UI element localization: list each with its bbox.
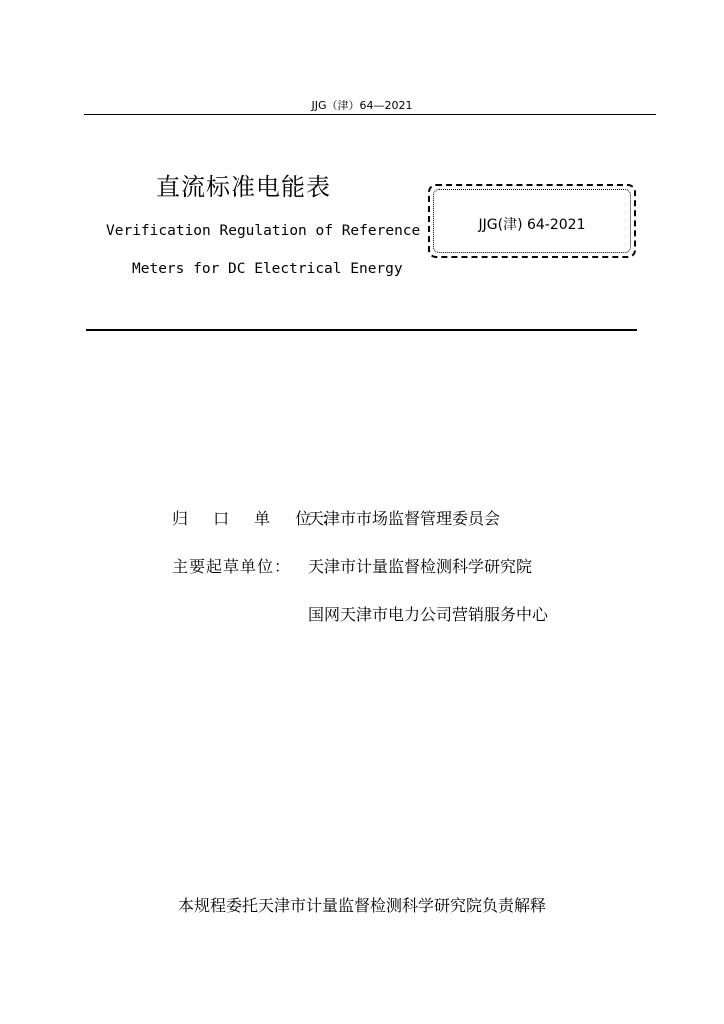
title-english-line1: Verification Regulation of Reference bbox=[106, 223, 421, 239]
interpretation-note: 本规程委托天津市计量监督检测科学研究院负责解释 bbox=[177, 896, 546, 915]
responsible-unit-label: 归 口 单 位： bbox=[172, 509, 348, 528]
title-chinese: 直流标准电能表 bbox=[156, 173, 331, 201]
regulation-code-box bbox=[428, 184, 636, 258]
header-rule bbox=[84, 114, 656, 115]
responsible-unit-value: 天津市市场监督管理委员会 bbox=[308, 509, 501, 528]
regulation-code: JJG(津) 64-2021 bbox=[478, 217, 586, 233]
drafting-unit-value-1: 天津市计量监督检测科学研究院 bbox=[308, 557, 533, 576]
title-english-line2: Meters for DC Electrical Energy bbox=[132, 261, 403, 277]
title-divider bbox=[86, 329, 637, 331]
drafting-unit-label: 主要起草单位： bbox=[172, 557, 292, 576]
header-code: JJG（津）64—2021 bbox=[311, 99, 413, 112]
drafting-unit-value-2: 国网天津市电力公司营销服务中心 bbox=[308, 605, 549, 624]
